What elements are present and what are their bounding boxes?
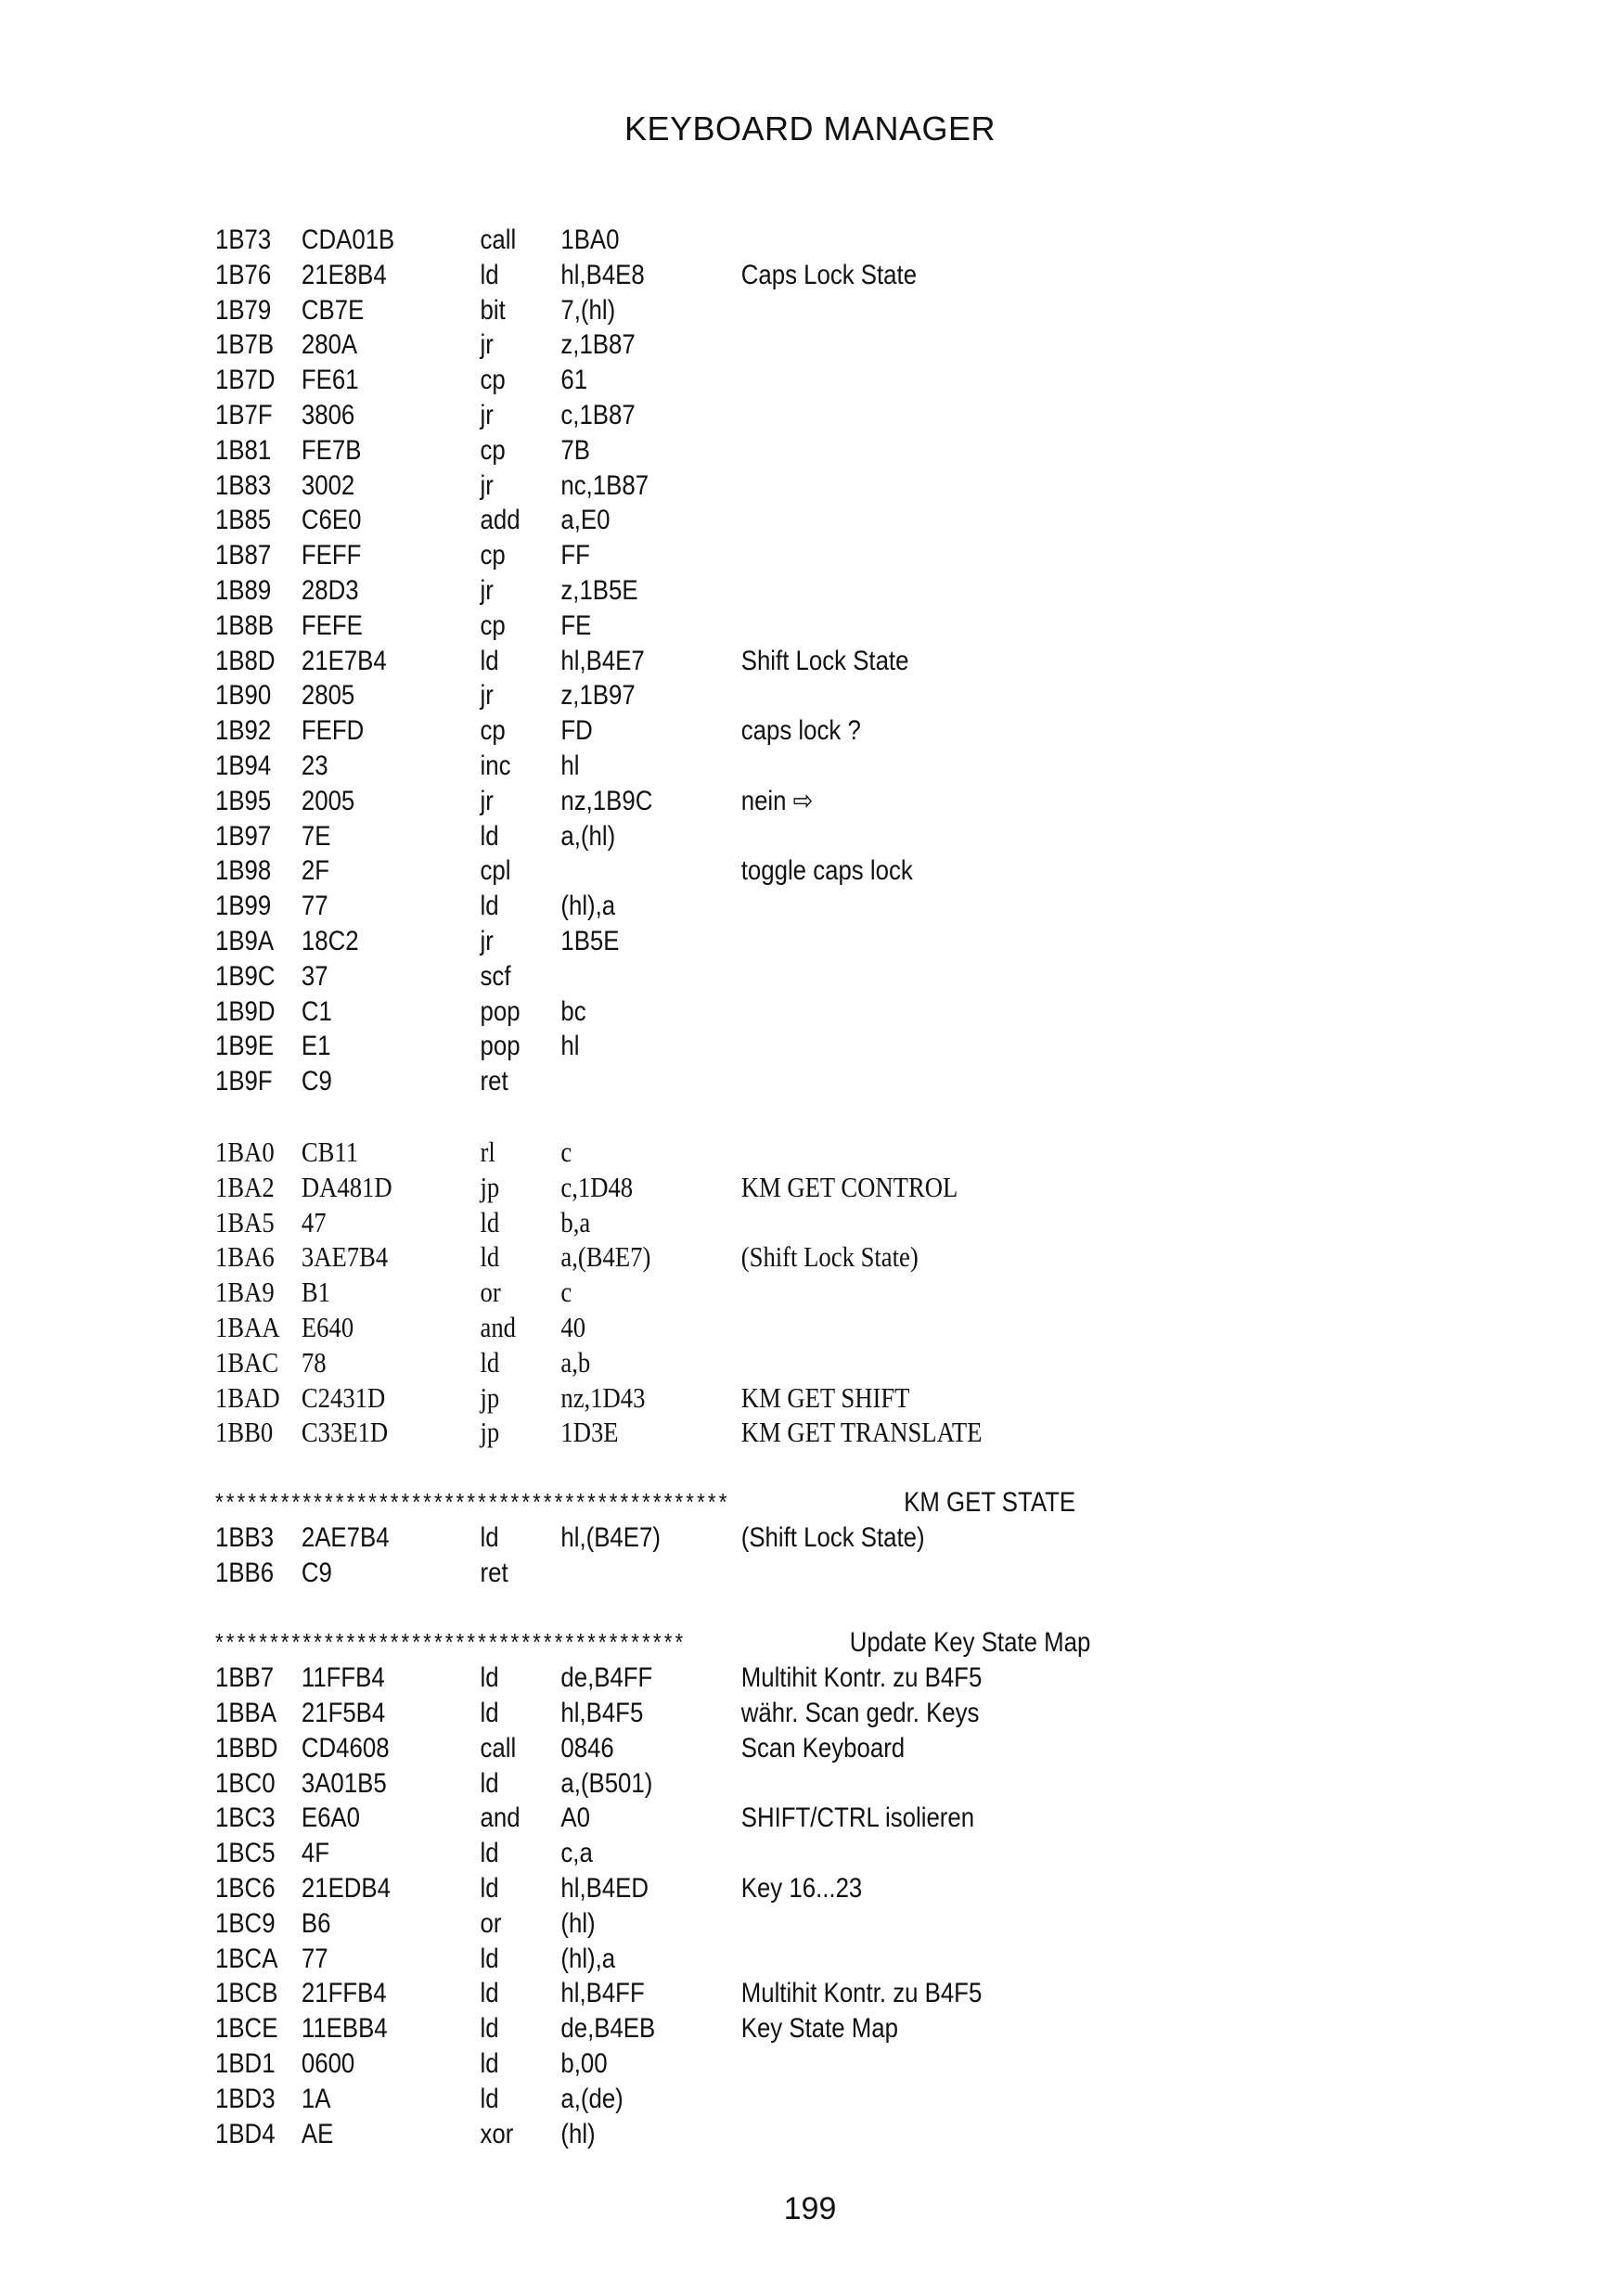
comment: SHIFT/CTRL isolieren (740, 1802, 975, 1834)
mnemonic: ld (480, 1698, 499, 1729)
address: 1B92 (215, 715, 272, 747)
mnemonic: pop (480, 1031, 521, 1062)
opcode-bytes: 21E8B4 (301, 259, 387, 290)
operand: a,(hl) (560, 820, 616, 852)
operand: c (560, 1135, 572, 1168)
address: 1B83 (215, 469, 272, 501)
address: 1B95 (215, 785, 272, 816)
address: 1BBA (215, 1698, 276, 1729)
opcode-bytes: 3002 (301, 469, 355, 501)
address: 1B94 (215, 750, 272, 781)
operand: hl,B4E8 (560, 259, 645, 290)
address: 1BBD (215, 1732, 278, 1764)
mnemonic: ld (480, 1345, 500, 1379)
opcode-bytes: 21FFB4 (301, 1978, 387, 2009)
opcode-bytes: C1 (301, 995, 332, 1027)
operand: hl,B4ED (560, 1873, 649, 1905)
address: 1B9E (215, 1031, 275, 1062)
opcode-bytes: 2F (301, 855, 329, 887)
address: 1B87 (215, 540, 272, 571)
opcode-bytes: E1 (301, 1031, 331, 1062)
operand: z,1B5E (560, 574, 638, 606)
mnemonic: cpl (480, 855, 511, 887)
operand: nc,1B87 (560, 469, 649, 501)
comment: Scan Keyboard (740, 1732, 906, 1764)
address: 1BC5 (215, 1838, 276, 1869)
opcode-bytes: 0600 (301, 2048, 355, 2080)
mnemonic: or (480, 1907, 502, 1939)
mnemonic: ld (480, 1662, 499, 1694)
opcode-bytes: 23 (301, 750, 328, 781)
opcode-bytes: C9 (301, 1066, 332, 1097)
opcode-bytes: FE61 (301, 365, 359, 396)
comment: caps lock ? (740, 715, 861, 747)
mnemonic: and (480, 1310, 517, 1343)
operand: a,b (560, 1345, 591, 1379)
opcode-bytes: 2AE7B4 (301, 1521, 390, 1553)
mnemonic: jp (480, 1416, 500, 1449)
mnemonic: call (480, 1732, 517, 1764)
mnemonic: ret (480, 1066, 508, 1097)
mnemonic: jr (480, 925, 494, 956)
comment: KM GET SHIFT (740, 1380, 910, 1414)
mnemonic: jp (480, 1170, 500, 1203)
mnemonic: bit (480, 294, 506, 326)
address: 1BD4 (215, 2118, 276, 2149)
section-label: Update Key State Map (849, 1627, 1091, 1659)
address: 1B9A (215, 925, 275, 956)
opcode-bytes: C2431D (301, 1380, 386, 1414)
address: 1BC3 (215, 1802, 276, 1834)
separator-stars: ******************************************* (215, 1628, 687, 1657)
operand: 40 (560, 1310, 586, 1343)
opcode-bytes: C6E0 (301, 505, 362, 536)
opcode-bytes: 3AE7B4 (301, 1240, 389, 1274)
address: 1B89 (215, 574, 272, 606)
opcode-bytes: 7E (301, 820, 331, 852)
operand: hl (560, 750, 580, 781)
address: 1B98 (215, 855, 272, 887)
operand: a,(de) (560, 2083, 624, 2114)
address: 1BC6 (215, 1873, 276, 1905)
opcode-bytes: CD4608 (301, 1732, 390, 1764)
address: 1BAA (215, 1310, 280, 1343)
mnemonic: ld (480, 1873, 499, 1905)
mnemonic: ld (480, 1767, 499, 1799)
address: 1BC9 (215, 1907, 276, 1939)
operand: 7,(hl) (560, 294, 616, 326)
address: 1BC0 (215, 1767, 276, 1799)
comment: Caps Lock State (740, 259, 918, 290)
page-title: KEYBOARD MANAGER (624, 109, 996, 148)
mnemonic: cp (480, 365, 506, 396)
operand: (hl),a (560, 1943, 616, 1974)
opcode-bytes: 3806 (301, 399, 355, 430)
opcode-bytes: CB7E (301, 294, 365, 326)
mnemonic: jr (480, 680, 494, 712)
operand: b,00 (560, 2048, 608, 2080)
address: 1BAC (215, 1345, 279, 1379)
address: 1BA0 (215, 1135, 275, 1168)
operand: FF (560, 540, 590, 571)
address: 1B76 (215, 259, 272, 290)
mnemonic: ld (480, 1943, 499, 1974)
mnemonic: add (480, 505, 521, 536)
section-label: KM GET STATE (904, 1487, 1076, 1519)
address: 1BD3 (215, 2083, 276, 2114)
address: 1BB6 (215, 1557, 275, 1588)
operand: FD (560, 715, 593, 747)
address: 1BA6 (215, 1240, 275, 1274)
operand: c,1B87 (560, 399, 636, 430)
address: 1B7D (215, 365, 276, 396)
opcode-bytes: B1 (301, 1276, 331, 1309)
comment: Shift Lock State (740, 645, 909, 676)
mnemonic: ld (480, 645, 499, 676)
opcode-bytes: AE (301, 2118, 334, 2149)
mnemonic: cp (480, 540, 506, 571)
opcode-bytes: 3A01B5 (301, 1767, 387, 1799)
opcode-bytes: DA481D (301, 1170, 392, 1203)
address: 1B9C (215, 960, 276, 992)
operand: 1BA0 (560, 224, 620, 255)
operand: nz,1D43 (560, 1380, 646, 1414)
address: 1BCB (215, 1978, 278, 2009)
mnemonic: ret (480, 1557, 508, 1588)
opcode-bytes: 11EBB4 (301, 2013, 388, 2045)
comment: KM GET TRANSLATE (740, 1416, 983, 1449)
operand: FE (560, 609, 592, 641)
page-number: 199 (783, 2191, 837, 2226)
mnemonic: ld (480, 2083, 499, 2114)
operand: hl (560, 1031, 580, 1062)
operand: 1B5E (560, 925, 620, 956)
mnemonic: scf (480, 960, 511, 992)
mnemonic: rl (480, 1135, 495, 1168)
address: 1B9D (215, 995, 276, 1027)
opcode-bytes: 78 (301, 1345, 327, 1379)
operand: 61 (560, 365, 588, 396)
operand: (hl),a (560, 891, 616, 922)
mnemonic: jr (480, 329, 494, 361)
mnemonic: ld (480, 2048, 499, 2080)
opcode-bytes: 18C2 (301, 925, 359, 956)
mnemonic: ld (480, 1838, 499, 1869)
opcode-bytes: FEFE (301, 609, 363, 641)
operand: (hl) (560, 2118, 596, 2149)
mnemonic: jr (480, 469, 494, 501)
operand: 0846 (560, 1732, 614, 1764)
address: 1B81 (215, 434, 272, 466)
opcode-bytes: 280A (301, 329, 358, 361)
opcode-bytes: FEFD (301, 715, 365, 747)
address: 1BA9 (215, 1276, 275, 1309)
mnemonic: cp (480, 434, 506, 466)
address: 1BCA (215, 1943, 278, 1974)
address: 1B8D (215, 645, 276, 676)
opcode-bytes: 4F (301, 1838, 329, 1869)
opcode-bytes: 1A (301, 2083, 331, 2114)
comment: währ. Scan gedr. Keys (740, 1698, 980, 1729)
mnemonic: jr (480, 574, 494, 606)
mnemonic: pop (480, 995, 521, 1027)
address: 1BD1 (215, 2048, 276, 2080)
operand: de,B4FF (560, 1662, 653, 1694)
operand: A0 (560, 1802, 590, 1834)
comment: (Shift Lock State) (740, 1521, 925, 1553)
operand: z,1B97 (560, 680, 636, 712)
operand: c (560, 1276, 572, 1309)
operand: a,(B501) (560, 1767, 653, 1799)
address: 1B79 (215, 294, 272, 326)
comment: Key State Map (740, 2013, 898, 2045)
address: 1B9F (215, 1066, 273, 1097)
mnemonic: jr (480, 399, 494, 430)
opcode-bytes: 28D3 (301, 574, 359, 606)
opcode-bytes: E6A0 (301, 1802, 360, 1834)
opcode-bytes: FEFF (301, 540, 362, 571)
mnemonic: ld (480, 1240, 500, 1274)
operand: nz,1B9C (560, 785, 653, 816)
comment: Multihit Kontr. zu B4F5 (740, 1662, 983, 1694)
opcode-bytes: 2005 (301, 785, 355, 816)
opcode-bytes: C33E1D (301, 1416, 389, 1449)
operand: a,E0 (560, 505, 611, 536)
address: 1BAD (215, 1380, 280, 1414)
address: 1B7F (215, 399, 273, 430)
mnemonic: ld (480, 1521, 499, 1553)
address: 1BCE (215, 2013, 278, 2045)
opcode-bytes: 77 (301, 1943, 328, 1974)
opcode-bytes: 21E7B4 (301, 645, 387, 676)
opcode-bytes: 2805 (301, 680, 355, 712)
operand: 7B (560, 434, 590, 466)
address: 1B99 (215, 891, 272, 922)
mnemonic: cp (480, 609, 506, 641)
address: 1B7B (215, 329, 275, 361)
operand: a,(B4E7) (560, 1240, 651, 1274)
mnemonic: jp (480, 1380, 500, 1414)
opcode-bytes: FE7B (301, 434, 362, 466)
mnemonic: ld (480, 1978, 499, 2009)
operand: (hl) (560, 1907, 596, 1939)
address: 1BA5 (215, 1205, 275, 1238)
operand: hl,B4E7 (560, 645, 645, 676)
address: 1BA2 (215, 1170, 275, 1203)
mnemonic: ld (480, 891, 499, 922)
address: 1B85 (215, 505, 272, 536)
opcode-bytes: 77 (301, 891, 328, 922)
mnemonic: and (480, 1802, 521, 1834)
operand: hl,B4F5 (560, 1698, 644, 1729)
operand: 1D3E (560, 1416, 619, 1449)
opcode-bytes: 37 (301, 960, 328, 992)
separator-stars: *********************************************** (215, 1488, 730, 1517)
mnemonic: or (480, 1276, 501, 1309)
comment: Key 16...23 (740, 1873, 863, 1905)
address: 1B97 (215, 820, 272, 852)
comment: Multihit Kontr. zu B4F5 (740, 1978, 983, 2009)
opcode-bytes: CB11 (301, 1135, 359, 1168)
operand: c,1D48 (560, 1170, 634, 1203)
opcode-bytes: C9 (301, 1557, 332, 1588)
opcode-bytes: 21EDB4 (301, 1873, 391, 1905)
operand: z,1B87 (560, 329, 636, 361)
operand: bc (560, 995, 586, 1027)
mnemonic: ld (480, 820, 499, 852)
operand: hl,(B4E7) (560, 1521, 661, 1553)
mnemonic: ld (480, 1205, 500, 1238)
opcode-bytes: 47 (301, 1205, 327, 1238)
opcode-bytes: CDA01B (301, 224, 395, 255)
address: 1BB0 (215, 1416, 274, 1449)
address: 1B90 (215, 680, 272, 712)
mnemonic: ld (480, 259, 499, 290)
comment: nein ⇨ (740, 785, 814, 816)
opcode-bytes: E640 (301, 1310, 354, 1343)
mnemonic: jr (480, 785, 494, 816)
comment: toggle caps lock (740, 855, 913, 887)
mnemonic: inc (480, 750, 511, 781)
operand: hl,B4FF (560, 1978, 645, 2009)
opcode-bytes: 11FFB4 (301, 1662, 385, 1694)
operand: de,B4EB (560, 2013, 656, 2045)
mnemonic: call (480, 224, 517, 255)
comment: (Shift Lock State) (740, 1240, 919, 1274)
opcode-bytes: 21F5B4 (301, 1698, 386, 1729)
operand: b,a (560, 1205, 591, 1238)
address: 1BB3 (215, 1521, 275, 1553)
mnemonic: ld (480, 2013, 499, 2045)
comment: KM GET CONTROL (740, 1170, 958, 1203)
mnemonic: cp (480, 715, 506, 747)
address: 1BB7 (215, 1662, 275, 1694)
opcode-bytes: B6 (301, 1907, 331, 1939)
address: 1B8B (215, 609, 275, 641)
operand: c,a (560, 1838, 593, 1869)
mnemonic: xor (480, 2118, 514, 2149)
address: 1B73 (215, 224, 272, 255)
